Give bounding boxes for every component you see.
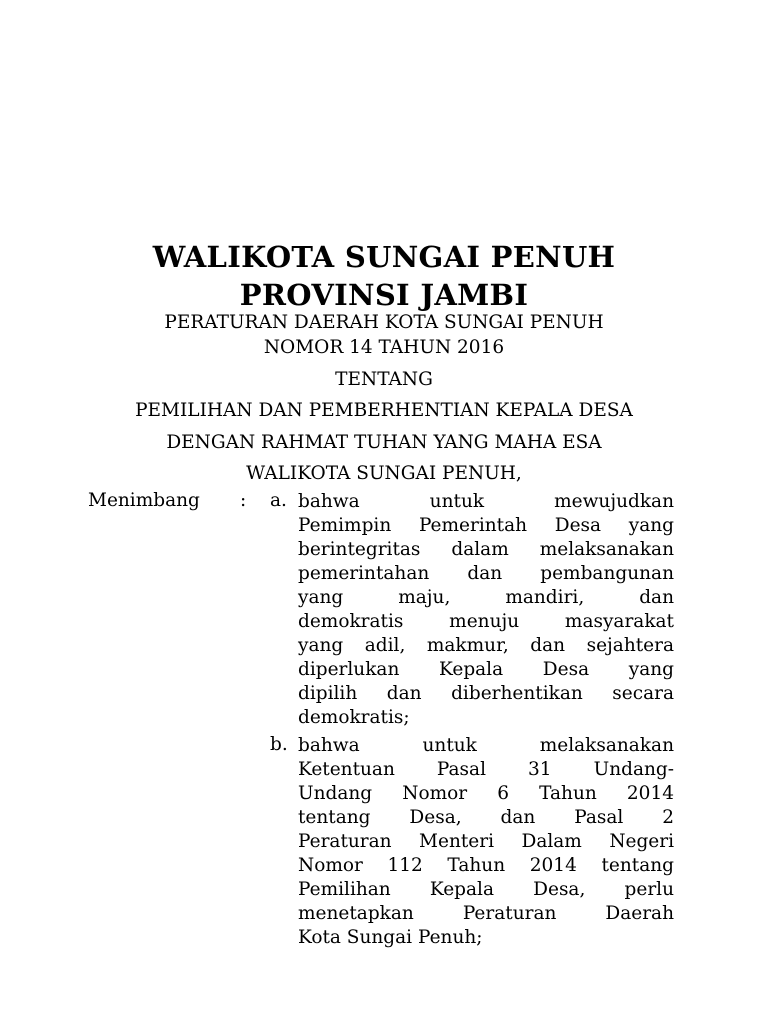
regulation-heading: PERATURAN DAERAH KOTA SUNGAI PENUH (164, 312, 604, 333)
invocation: DENGAN RAHMAT TUHAN YANG MAHA ESA (166, 432, 602, 453)
item-a-line: diperlukan Kepala Desa yang (298, 659, 674, 680)
item-a-text (298, 490, 674, 730)
item-a-line: berintegritas dalam melaksanakan (298, 539, 674, 560)
item-b-line: Ketentuan Pasal 31 Undang- (298, 759, 674, 780)
considering-colon: : (240, 490, 247, 511)
item-a-marker: a. (270, 490, 287, 511)
item-a-line: yang adil, makmur, dan sejahtera (298, 635, 674, 656)
item-a-line: Pemimpin Pemerintah Desa yang (298, 515, 674, 536)
item-a-line: demokratis menuju masyarakat (298, 611, 674, 632)
regulation-number: NOMOR 14 TAHUN 2016 (263, 337, 505, 358)
item-a-line: pemerintahan dan pembangunan (298, 563, 674, 584)
about-label: TENTANG (335, 369, 433, 390)
authority: WALIKOTA SUNGAI PENUH, (246, 463, 522, 484)
item-b-line: Pemilihan Kepala Desa, perlu (298, 879, 674, 900)
considering-label: Menimbang (88, 490, 200, 511)
regulation-subject: PEMILIHAN DAN PEMBERHENTIAN KEPALA DESA (135, 400, 633, 421)
item-b-line: bahwa untuk melaksanakan (298, 735, 674, 756)
item-b-line: menetapkan Peraturan Daerah (298, 903, 674, 924)
item-a-line: demokratis; (298, 707, 410, 728)
item-b-marker: b. (270, 734, 288, 755)
item-a-line: yang maju, mandiri, dan (298, 587, 674, 608)
item-b-line: Peraturan Menteri Dalam Negeri (298, 831, 674, 852)
item-b-line: Nomor 112 Tahun 2014 tentang (298, 855, 674, 876)
item-a-line: dipilih dan diberhentikan secara (298, 683, 674, 704)
item-b-line: Kota Sungai Penuh; (298, 927, 483, 948)
title-line-2: PROVINSI JAMBI (239, 278, 529, 312)
item-b-text (298, 734, 674, 950)
item-a-line: bahwa untuk mewujudkan (298, 491, 674, 512)
item-b-line: Undang Nomor 6 Tahun 2014 (298, 783, 674, 804)
title-line-1: WALIKOTA SUNGAI PENUH (152, 240, 616, 274)
item-b-line: tentang Desa, dan Pasal 2 (298, 807, 674, 828)
